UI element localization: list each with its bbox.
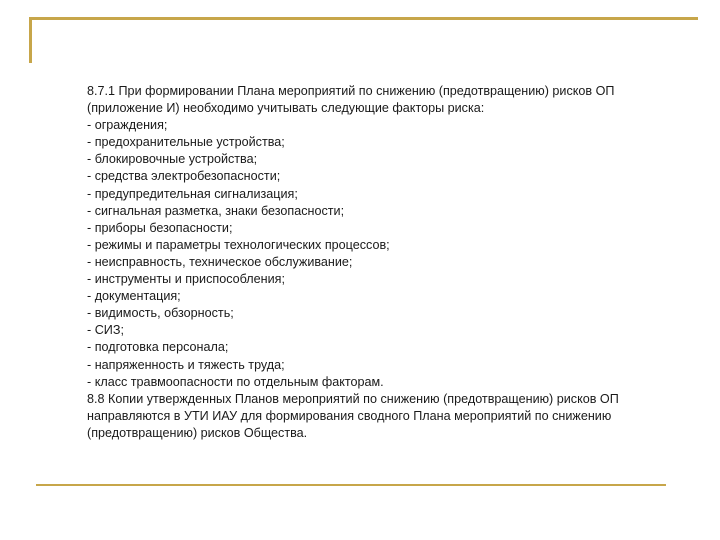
text-line: 8.8 Копии утвержденных Планов мероприятий по снижению (предотвращению) рисков ОП <box>87 391 619 406</box>
bottom-decorative-rule <box>36 484 666 486</box>
list-item: - приборы безопасности; <box>87 220 233 235</box>
list-item: - инструменты и приспособления; <box>87 272 285 287</box>
list-item: - режимы и параметры технологических процессов; <box>87 237 390 252</box>
list-item: - СИЗ; <box>87 323 124 338</box>
document-body <box>87 83 697 442</box>
list-item: - ограждения; <box>87 118 168 133</box>
list-item: - подготовка персонала; <box>87 340 229 355</box>
list-item: - предохранительные устройства; <box>87 135 285 150</box>
list-item: - документация; <box>87 289 181 304</box>
text-line: 8.7.1 При формировании Плана мероприятий по снижению (предотвращению) рисков ОП <box>87 84 615 98</box>
text-line: (приложение И) необходимо учитывать следующие факторы риска: <box>87 101 485 116</box>
list-item: - средства электробезопасности; <box>87 169 281 184</box>
list-item: - сигнальная разметка, знаки безопасности; <box>87 203 345 218</box>
list-item: - блокировочные устройства; <box>87 152 258 167</box>
list-item: - видимость, обзорность; <box>87 306 234 321</box>
list-item: - класс травмоопасности по отдельным факторам. <box>87 374 384 389</box>
text-line: направляются в УТИ ИАУ для формирования сводного Плана мероприятий по снижению <box>87 408 612 423</box>
top-decorative-rule <box>30 17 698 20</box>
list-item: - предупредительная сигнализация; <box>87 186 298 201</box>
left-decorative-rule <box>29 17 32 63</box>
list-item: - напряженность и тяжесть труда; <box>87 357 285 372</box>
list-item: - неисправность, техническое обслуживание; <box>87 254 353 269</box>
text-line: (предотвращению) рисков Общества. <box>87 425 308 440</box>
